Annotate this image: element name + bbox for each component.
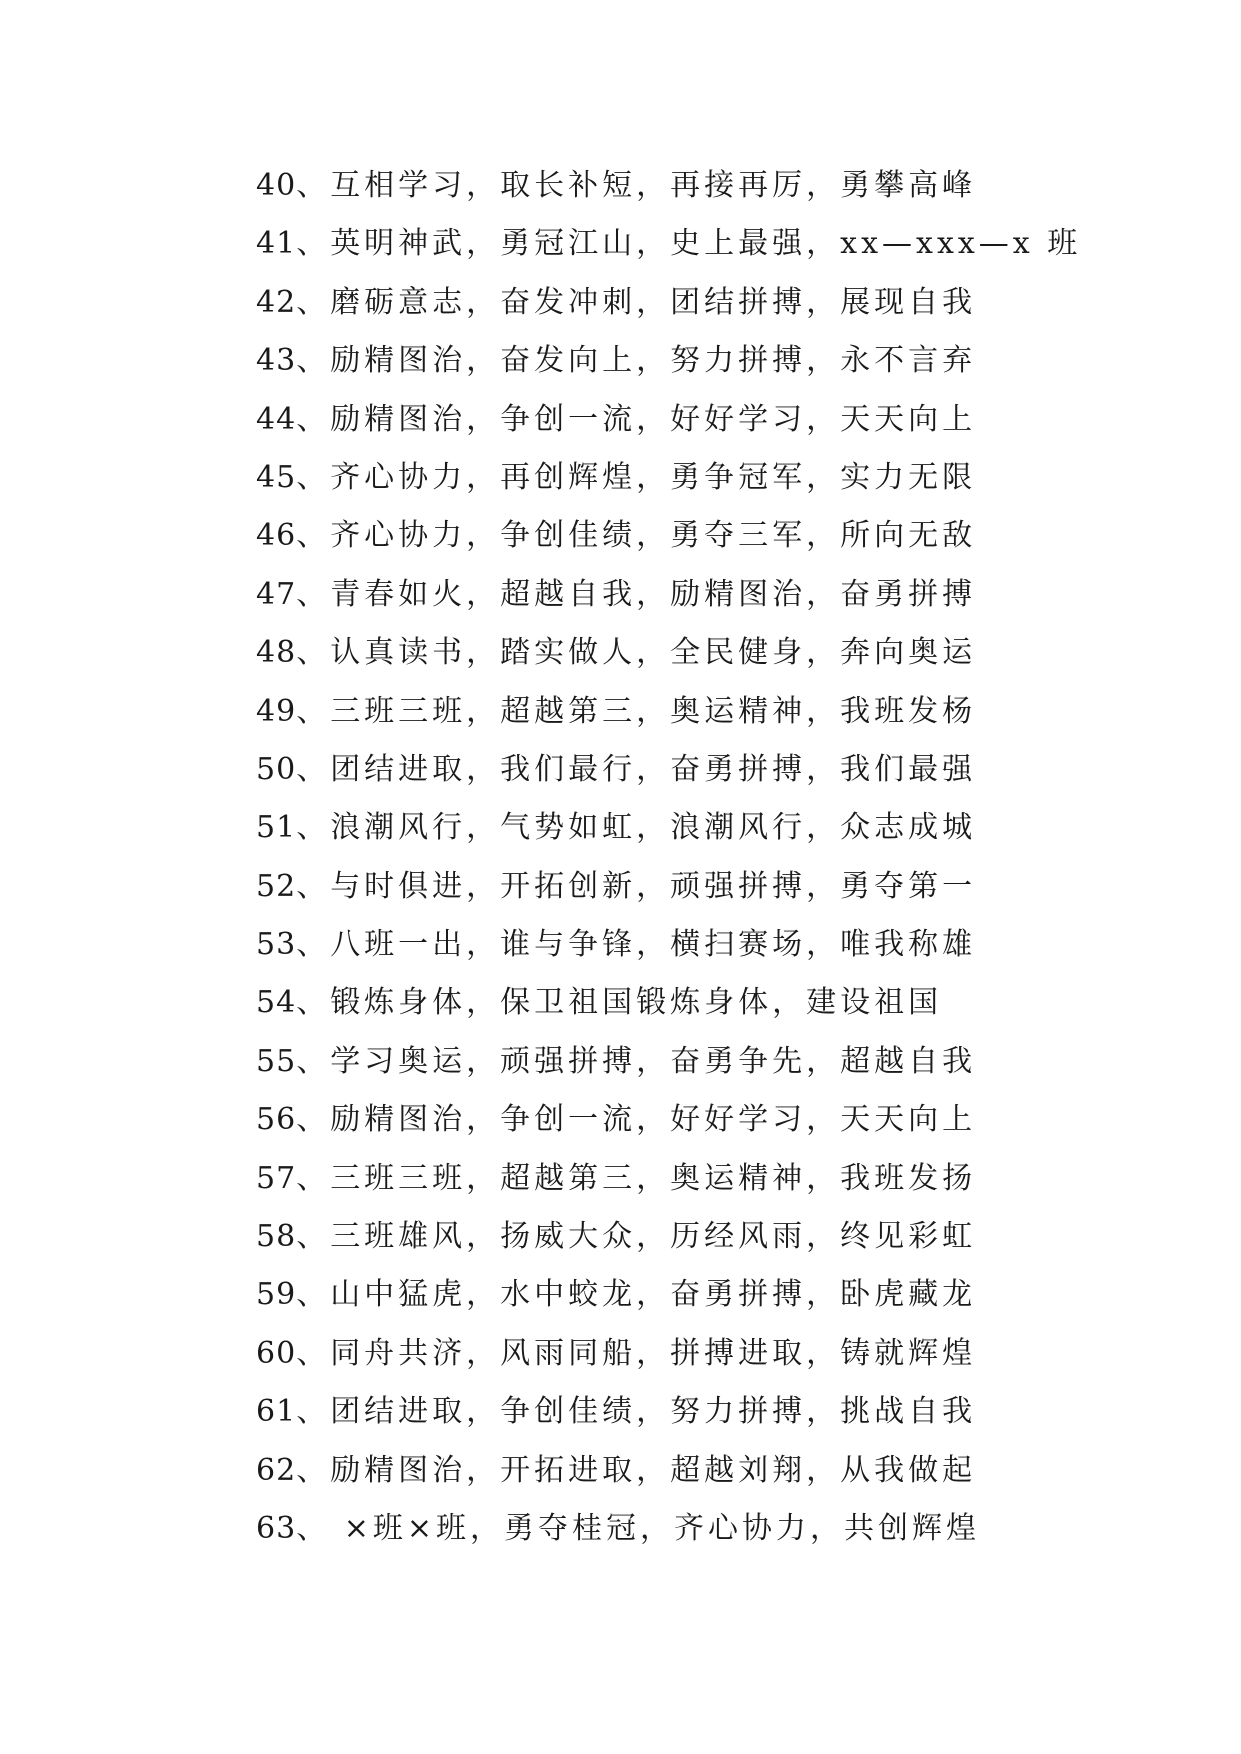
item-text: 团结进取，我们最行，奋勇拼搏，我们最强 xyxy=(330,751,977,787)
list-item xyxy=(256,507,1081,565)
item-separator: 、 xyxy=(296,635,331,671)
item-number: 51 xyxy=(256,810,297,846)
item-number: 54 xyxy=(256,985,297,1021)
item-number: 50 xyxy=(256,751,297,787)
item-text: 团结进取，争创佳绩，努力拼搏，挑战自我 xyxy=(330,1394,977,1430)
item-number: 56 xyxy=(256,1102,297,1138)
item-text: 励精图治，奋发向上，努力拼搏，永不言弃 xyxy=(330,343,977,379)
list-item xyxy=(256,332,1081,390)
item-separator: 、 xyxy=(296,1102,331,1138)
list-item xyxy=(256,1442,1081,1500)
item-text: 励精图治，争创一流，好好学习，天天向上 xyxy=(330,1102,977,1138)
slogan-list xyxy=(256,157,1081,1558)
item-number: 42 xyxy=(256,284,297,320)
item-number: 43 xyxy=(256,343,297,379)
list-item xyxy=(256,916,1081,974)
list-item xyxy=(256,1500,1081,1558)
item-separator: 、 xyxy=(296,1277,331,1313)
item-text: 八班一出，谁与争锋，横扫赛场，唯我称雄 xyxy=(330,927,977,963)
item-number: 57 xyxy=(256,1160,297,1196)
item-separator: 、 xyxy=(296,868,331,904)
list-item xyxy=(256,274,1081,332)
item-separator: 、 xyxy=(296,168,331,203)
list-item xyxy=(256,566,1081,624)
item-separator: 、 xyxy=(296,1043,331,1079)
list-item xyxy=(256,1208,1081,1266)
item-number: 41 xyxy=(256,226,297,262)
item-text: 锻炼身体，保卫祖国锻炼身体，建设祖国 xyxy=(330,985,943,1021)
item-number: 40 xyxy=(256,168,297,203)
item-number: 53 xyxy=(256,927,297,963)
list-item xyxy=(256,1091,1081,1149)
item-text: 山中猛虎，水中蛟龙，奋勇拼搏，卧虎藏龙 xyxy=(330,1277,977,1313)
item-text: 磨砺意志，奋发冲刺，团结拼搏，展现自我 xyxy=(330,284,977,320)
item-text: 青春如火，超越自我，励精图治，奋勇拼搏 xyxy=(330,576,977,612)
item-text: 浪潮风行，气势如虹，浪潮风行，众志成城 xyxy=(330,810,977,846)
item-number: 60 xyxy=(256,1335,297,1371)
item-separator: 、 xyxy=(296,518,331,554)
item-separator: 、 xyxy=(296,751,331,787)
item-text: 齐心协力，争创佳绩，勇夺三军，所向无敌 xyxy=(330,518,977,554)
item-text: 励精图治，开拓进取，超越刘翔，从我做起 xyxy=(330,1452,977,1488)
item-number: 62 xyxy=(256,1452,297,1488)
item-text: 励精图治，争创一流，好好学习，天天向上 xyxy=(330,401,977,437)
item-separator: 、 xyxy=(296,576,331,612)
item-text: ×班×班，勇夺桂冠，齐心协力，共创辉煌 xyxy=(330,1510,980,1546)
item-separator: 、 xyxy=(296,284,331,320)
item-separator: 、 xyxy=(296,693,331,729)
item-number: 55 xyxy=(256,1043,297,1079)
item-separator: 、 xyxy=(296,401,331,437)
item-number: 52 xyxy=(256,868,297,904)
item-number: 63 xyxy=(256,1510,297,1546)
item-separator: 、 xyxy=(296,927,331,963)
list-item xyxy=(256,1325,1081,1383)
item-text: 与时俱进，开拓创新，顽强拼搏，勇夺第一 xyxy=(330,868,977,904)
item-number: 49 xyxy=(256,693,297,729)
item-separator: 、 xyxy=(296,459,331,495)
item-separator: 、 xyxy=(296,985,331,1021)
item-text: 学习奥运，顽强拼搏，奋勇争先，超越自我 xyxy=(330,1043,977,1079)
list-item xyxy=(256,858,1081,916)
item-number: 47 xyxy=(256,576,297,612)
item-separator: 、 xyxy=(296,810,331,846)
item-number: 61 xyxy=(256,1394,297,1430)
list-item xyxy=(256,1266,1081,1324)
list-item xyxy=(256,683,1081,741)
list-item xyxy=(256,624,1081,682)
list-item xyxy=(256,741,1081,799)
item-number: 45 xyxy=(256,459,297,495)
item-text: 三班三班，超越第三，奥运精神，我班发杨 xyxy=(330,693,977,729)
item-text: 齐心协力，再创辉煌，勇争冠军，实力无限 xyxy=(330,459,977,495)
item-text: 认真读书，踏实做人，全民健身，奔向奥运 xyxy=(330,635,977,671)
item-separator: 、 xyxy=(296,343,331,379)
item-text: 同舟共济，风雨同船，拼搏进取，铸就辉煌 xyxy=(330,1335,977,1371)
item-separator: 、 xyxy=(296,1335,331,1371)
list-item xyxy=(256,215,1081,273)
item-separator: 、 xyxy=(296,1452,331,1488)
item-separator: 、 xyxy=(296,1394,331,1430)
list-item xyxy=(256,974,1081,1032)
item-number: 46 xyxy=(256,518,297,554)
item-number: 59 xyxy=(256,1277,297,1313)
item-text: 三班三班，超越第三，奥运精神，我班发扬 xyxy=(330,1160,977,1196)
list-item xyxy=(256,1033,1081,1091)
item-number: 44 xyxy=(256,401,297,437)
item-text: 三班雄风，扬威大众，历经风雨，终见彩虹 xyxy=(330,1219,977,1255)
item-text: 英明神武，勇冠江山，史上最强，xx—xxx—x 班 xyxy=(330,226,1082,262)
item-separator: 、 xyxy=(296,1510,331,1546)
list-item xyxy=(256,391,1081,449)
list-item xyxy=(256,799,1081,857)
list-item xyxy=(256,1150,1081,1208)
item-separator: 、 xyxy=(296,1219,331,1255)
item-separator: 、 xyxy=(296,226,331,262)
item-number: 48 xyxy=(256,635,297,671)
item-number: 58 xyxy=(256,1219,297,1255)
list-item xyxy=(256,157,1081,215)
item-separator: 、 xyxy=(296,1160,331,1196)
list-item xyxy=(256,449,1081,507)
item-text: 互相学习，取长补短，再接再厉，勇攀高峰 xyxy=(330,168,977,203)
list-item xyxy=(256,1383,1081,1441)
